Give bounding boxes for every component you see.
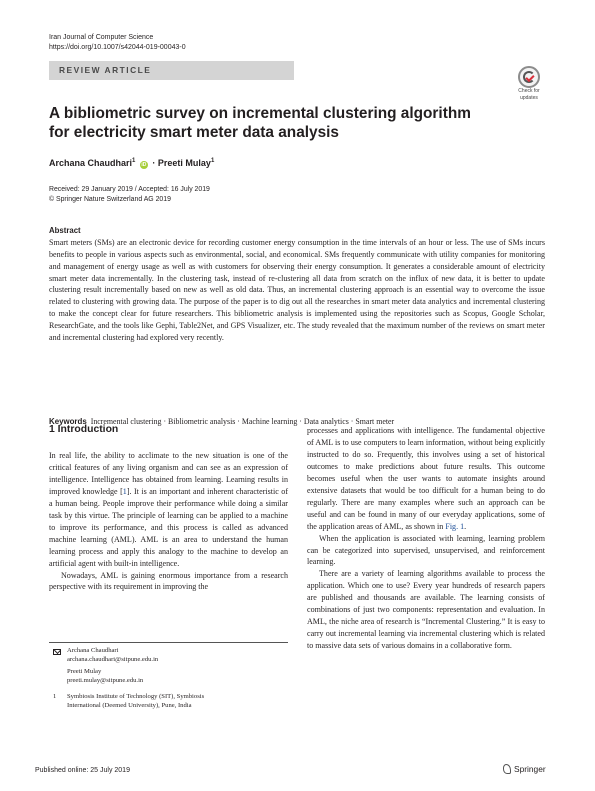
- author-affiliation-sup: 1: [132, 158, 136, 164]
- doi-link[interactable]: https://doi.org/10.1007/s42044-019-00043-0: [49, 44, 186, 51]
- title-line-1: A bibliometric survey on incremental clustering algorithm: [49, 105, 471, 122]
- abstract-heading: Abstract: [49, 226, 81, 235]
- copyright-line: © Springer Nature Switzerland AG 2019: [49, 196, 171, 203]
- keywords-list: Incremental clustering · Bibliometric analysis · Machine learning · Data analytics · Smart meter: [90, 417, 395, 426]
- publisher-logo: [503, 764, 546, 774]
- author-separator: ·: [152, 158, 158, 168]
- abstract-text: Smart meters (SMs) are an electronic device for recording customer energy consumption in the time intervals of an hour or less. The use of SMs incurs benefits to people in various aspects such as environmental, social, and economical. SMs frequently communicate with utility companies for monitoring and management of energy usage as well as with customers for observing their energy consumption. It generates a considerable amount of electricity smart meter data incrementally. In the clustering task, instead of re-clustering all data from scratch on the influx of new data, it is better to update clustering result incrementally based on new as well as old data. Thus, an incremental clustering approach is an essential way to overcome the issue related to clustering with growing data. The purpose of the paper is to dig out all the researches in smart meter data analytics and incremental clustering to make the concept clear for future researchers. This bibliometric analysis is implemented using the repositories such as Scopus, Google Scholar, ResearchGate, and the tools like Gephi, Table2Net, and GPS Visualizer, etc. The study revealed that the maximum number of the reviews on smart meter and incremental clustering had explored very recently.: [49, 238, 545, 342]
- published-online: Published online: 25 July 2019: [35, 767, 130, 774]
- footnote-name: Archana Chaudhari: [67, 647, 119, 654]
- footnote-email[interactable]: preeti.mulay@sitpune.edu.in: [67, 677, 144, 684]
- badge-label-2: updates: [520, 94, 538, 101]
- publisher-name: Springer: [514, 764, 546, 774]
- envelope-icon: [53, 649, 61, 655]
- journal-name: Iran Journal of Computer Science: [49, 34, 154, 41]
- body-column-left: [49, 450, 288, 593]
- keywords-label: Keywords: [49, 417, 87, 426]
- author-name[interactable]: Archana Chaudhari: [49, 158, 133, 168]
- article-type-banner: REVIEW ARTICLE: [49, 61, 294, 80]
- coauthor-contact: [67, 667, 143, 685]
- affiliation-number: 1: [53, 693, 57, 700]
- author-name[interactable]: Preeti Mulay: [157, 158, 211, 168]
- body-column-right: [307, 425, 545, 652]
- body-paragraph: processes and applications with intelligence. The fundamental objective of AML is to use computers to learn information, without being explicitly instructed to do so. Frequently, this involves using a set of historical outcomes to make predictions about future results. This outcome becomes useful when the user wants to automate insights around extensive datasets that would be too difficult for a human being to do regularly. There are many examples where such an approach can be useful and can be found in many of our everyday applications, some of the application areas of AML, as shown in Fig. 1.: [307, 426, 545, 531]
- orcid-icon[interactable]: iD: [141, 162, 147, 168]
- figure-link[interactable]: Fig. 1: [445, 521, 465, 531]
- footnote-name: Preeti Mulay: [67, 668, 102, 675]
- paper-title: [49, 104, 489, 142]
- footnote-divider: [49, 642, 288, 643]
- badge-label-1: Check for: [518, 88, 540, 94]
- body-paragraph: In real life, the ability to acclimate to the new situation is one of the critical features of any living organism and can see as an expression of intelligence. Intelligence has obtained from learning. Learning results in improved knowledge [1]. It is an important and inherent characteristic of a human being. People improve their performance while doing a similar task by this virtue. The principle of learning can be applied to a machine to improve its performance, and this process is called as advanced machine learning (AML). AML is an area to understand the human learning process and apply this analogy to the machine to develop an artificial agent with built-in intelligence.: [49, 451, 288, 568]
- body-paragraph: When the application is associated with learning, learning problem can be categorized into supervised, unsupervised, and reinforcement learning.: [307, 533, 545, 567]
- author-list: [49, 156, 214, 169]
- footnote-email[interactable]: archana.chaudhari@sitpune.edu.in: [67, 656, 159, 663]
- section-heading: 1 Introduction: [49, 424, 119, 435]
- corresponding-author: [67, 646, 158, 664]
- publication-dates: [49, 185, 210, 205]
- check-updates-icon: [518, 66, 540, 88]
- springer-horse-icon: [503, 764, 511, 774]
- affiliation: Symbiosis Institute of Technology (SIT), Symbiosis International (Deemed University), Pune, India: [67, 693, 205, 709]
- title-line-2: for electricity smart meter data analysis: [49, 124, 339, 141]
- author-affiliation-sup: 1: [210, 158, 215, 164]
- body-paragraph: There are a variety of learning algorithms available to process the application. Which one to use? Every year hundreds of research papers are published and thousands are available. The learning consists of combinations of just two components: representation and evaluation. In AML, the niche area of research is “Incremental Clustering.” It is easy to carry out incremental learning via incremental clustering which is related to massive data sets of various domains in a collaborative form.: [307, 569, 545, 651]
- body-paragraph: Nowadays, AML is gaining enormous importance from a research perspective with its requirement in improving the: [49, 570, 288, 592]
- received-accepted: Received: 29 January 2019 / Accepted: 16 July 2019: [49, 186, 210, 193]
- check-for-updates-badge[interactable]: [511, 66, 547, 104]
- citation-link[interactable]: 1: [122, 486, 127, 496]
